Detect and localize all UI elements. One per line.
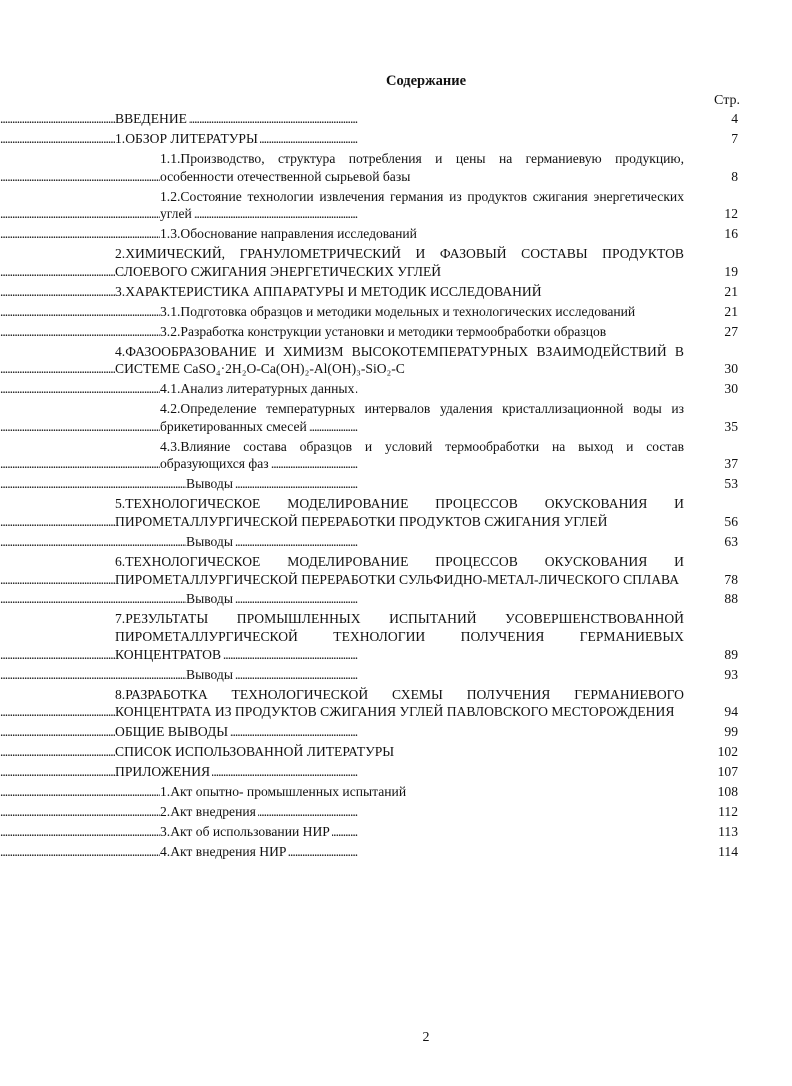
toc-entry-page: 107 — [717, 764, 738, 780]
toc-entry-title: 4.2.Определение температурных интервалов удаления кристаллизационной воды из брикетированных смесей — [160, 401, 684, 434]
toc-entry — [0, 823, 792, 841]
toc-entry-title: 1.3.Обоснование направления исследований — [160, 226, 417, 242]
toc-entry-page: 19 — [724, 263, 738, 279]
toc-entry-page: 112 — [718, 804, 738, 820]
toc-entry-page: 63 — [724, 533, 738, 549]
toc-entry-title: 3.1.Подготовка образцов и методики модельных и технологических исследований — [160, 303, 636, 319]
toc-entry-page: 94 — [724, 704, 738, 720]
toc-entry-page: 113 — [718, 824, 738, 840]
toc-entry-title: 6.ТЕХНОЛОГИЧЕСКОЕ МОДЕЛИРОВАНИЕ ПРОЦЕССОВ ОКУСКОВАНИЯ И ПИРОМЕТАЛЛУРГИЧЕСКОЙ ПЕРЕРАБОТКИ СУЛЬФИДНО-МЕТАЛ-ЛИЧЕСКОГО СПЛАВА — [115, 553, 684, 587]
toc-entry — [0, 743, 792, 761]
toc-entry-page: 27 — [724, 323, 738, 339]
toc-entry-title: 2.ХИМИЧЕСКИЙ, ГРАНУЛОМЕТРИЧЕСКИЙ И ФАЗОВЫЙ СОСТАВЫ ПРОДУКТОВ СЛОЕВОГО СЖИГАНИЯ ЭНЕРГЕТИЧЕСКИХ УГЛЕЙ — [115, 246, 684, 279]
toc-entry-title: 1.Акт опытно- промышленных испытаний — [160, 784, 407, 800]
toc-entry-page: 102 — [717, 744, 738, 760]
toc-entry-title: 4.ФАЗООБРАЗОВАНИЕ И ХИМИЗМ ВЫСОКОТЕМПЕРАТУРНЫХ ВЗАИМОДЕЙСТВИЙ В СИСТЕМЕ CaSO₄·2H₂O-Ca(OH)₂-Al(OH)₃-SiO₂-C — [115, 343, 684, 377]
toc-entry-page: 89 — [724, 646, 738, 662]
toc-entry — [0, 245, 792, 280]
toc-entry-title: 1.1.Производство, структура потребления и цены на германиевую продукцию, особенности отечественной сырьевой базы — [160, 150, 684, 184]
toc-entry — [0, 475, 792, 493]
toc-entry-page: 88 — [724, 591, 738, 607]
toc-entry-page: 30 — [724, 381, 738, 397]
toc-entry-page: 78 — [724, 571, 738, 587]
toc-entry-page: 12 — [724, 206, 738, 222]
toc-entry-page: 7 — [731, 130, 738, 146]
toc-entry-page: 21 — [724, 303, 738, 319]
toc-entry-title: ОБЩИЕ ВЫВОДЫ — [115, 724, 229, 740]
toc-entry-title: 4.3.Влияние состава образцов и условий термообработки на выход и состав образующихся фаз — [160, 438, 684, 472]
toc-entry-page: 56 — [724, 513, 738, 529]
toc-entry-title: 4.Акт внедрения НИР — [160, 844, 287, 860]
toc-entry-page: 37 — [724, 456, 738, 472]
toc-entry — [0, 188, 792, 223]
toc-entry — [0, 610, 792, 663]
toc-entry-title: ВВЕДЕНИЕ — [115, 111, 187, 126]
page-number: 2 — [422, 1030, 430, 1045]
toc-entry-title: Выводы — [186, 591, 233, 607]
toc-entry-page: 16 — [724, 226, 738, 242]
toc-entry-page: 108 — [717, 784, 738, 800]
toc-entry — [0, 590, 792, 608]
toc-entry — [0, 686, 792, 721]
toc-entry — [0, 150, 792, 185]
toc-entry-page: 53 — [724, 476, 738, 492]
toc-entry-title: ПРИЛОЖЕНИЯ — [115, 764, 211, 780]
toc-entry — [0, 495, 792, 530]
toc-entry — [0, 666, 792, 684]
toc-entry — [0, 723, 792, 741]
toc-entry-title: 4.1.Анализ литературных данных — [160, 381, 355, 397]
toc-entry-title: 8.РАЗРАБОТКА ТЕХНОЛОГИЧЕСКОЙ СХЕМЫ ПОЛУЧЕНИЯ ГЕРМАНИЕВОГО КОНЦЕНТРАТА ИЗ ПРОДУКТОВ СЖИГАНИЯ УГЛЕЙ ПАВЛОВСКОГО МЕСТОРОЖДЕНИЯ — [115, 686, 684, 720]
toc-entry-title: 5.ТЕХНОЛОГИЧЕСКОЕ МОДЕЛИРОВАНИЕ ПРОЦЕССОВ ОКУСКОВАНИЯ И ПИРОМЕТАЛЛУРГИЧЕСКОЙ ПЕРЕРАБОТКИ ПРОДУКТОВ СЖИГАНИЯ УГЛЕЙ — [115, 496, 684, 529]
toc-entry — [0, 533, 792, 551]
page-column-header: Стр. — [714, 93, 740, 108]
toc-entry-title: 3.ХАРАКТЕРИСТИКА АППАРАТУРЫ И МЕТОДИК ИССЛЕДОВАНИЙ — [115, 283, 542, 299]
toc-entry-page: 35 — [724, 418, 738, 434]
toc-entry-title: СПИСОК ИСПОЛЬЗОВАННОЙ ЛИТЕРАТУРЫ — [115, 744, 395, 760]
toc-entry — [0, 283, 792, 301]
toc-entry — [0, 803, 792, 821]
toc-entry-title: 3.Акт об использовании НИР — [160, 824, 330, 840]
toc-entry — [0, 400, 792, 435]
toc-entry-page: 99 — [724, 724, 738, 740]
toc-entry — [0, 553, 792, 588]
toc-entry-page: 114 — [718, 844, 738, 860]
toc-entry-title: 2.Акт внедрения — [160, 804, 256, 820]
toc-entry-title: Выводы — [186, 666, 233, 682]
toc-entry — [0, 225, 792, 243]
toc-entry-page: 8 — [731, 168, 738, 184]
page-title: Содержание — [385, 73, 467, 89]
toc-entry — [0, 130, 792, 148]
table-of-contents — [0, 110, 792, 863]
toc-entry — [0, 783, 792, 801]
toc-entry-title: Выводы — [186, 533, 233, 549]
toc-entry-page: 4 — [731, 111, 738, 126]
toc-entry — [0, 110, 792, 128]
toc-entry — [0, 303, 792, 321]
toc-entry-title: 7.РЕЗУЛЬТАТЫ ПРОМЫШЛЕННЫХ ИСПЫТАНИЙ УСОВЕРШЕНСТВОВАННОЙ ПИРОМЕТАЛЛУРГИЧЕСКОЙ ТЕХНОЛОГИИ ПОЛУЧЕНИЯ ГЕРМАНИЕВЫХ КОНЦЕНТРАТОВ — [115, 611, 684, 662]
toc-entry — [0, 438, 792, 473]
toc-entry — [0, 843, 792, 861]
toc-entry — [0, 343, 792, 378]
toc-entry-title: 1.ОБЗОР ЛИТЕРАТУРЫ — [115, 130, 258, 146]
toc-entry-page: 93 — [724, 666, 738, 682]
toc-entry-title: 3.2.Разработка конструкции установки и методики термообработки образцов — [160, 323, 607, 339]
toc-entry — [0, 763, 792, 781]
toc-entry-title: 1.2.Состояние технологии извлечения германия из продуктов сжигания энергетических углей — [160, 188, 684, 222]
toc-entry — [0, 380, 792, 398]
toc-entry-page: 21 — [724, 283, 738, 299]
toc-entry-page: 30 — [724, 361, 738, 377]
toc-entry-title: Выводы — [186, 476, 233, 492]
toc-entry — [0, 323, 792, 341]
